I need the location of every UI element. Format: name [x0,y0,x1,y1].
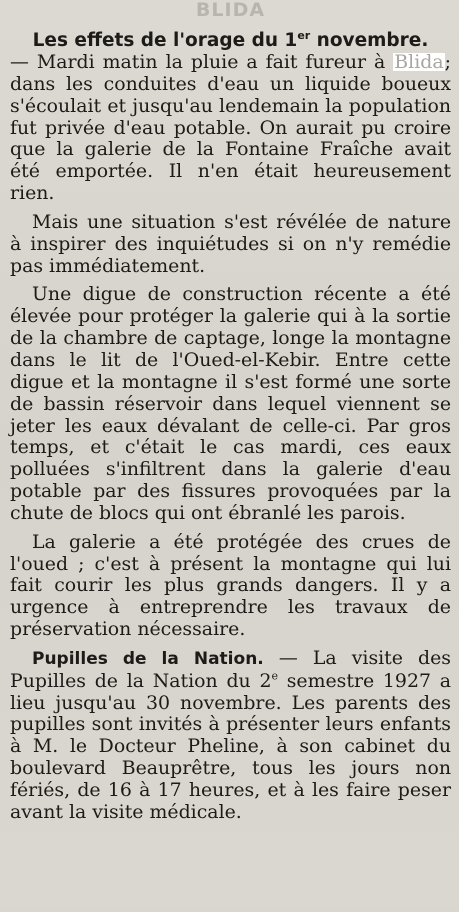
article-paragraph-4: La galerie a été protégée des crues de l'oued ; c'est à présent la montagne qui lui fait courir les plus grands dangers. Il y a urgence à entreprendre les travaux de préservation nécessaire. [10,530,451,641]
paragraph-1-end: ; dans les conduites d'eau un liquide boueux s'écoulait et jusqu'au lendemain la population fut privée d'eau potable. On aurait pu croire que la galerie de la Fontaine Fraîche avait été emportée. Il n'en était heureusement rien. [10,51,451,205]
article-2-superscript: e [271,669,278,683]
article-2-paragraph [10,648,451,824]
article-paragraph-1 [10,52,451,205]
paragraph-1-start: — Mardi matin la pluie a fait fureur à [10,51,394,73]
article-title-end: novembre. [310,30,429,51]
article-paragraph-2: Mais une situation s'est révélée de nature à inspirer des inquiétudes si on n'y remédie pas immédiatement. [10,210,451,277]
article-title-text: Les effets de l'orage du 1 [32,30,298,51]
place-name: Blida [394,51,444,73]
article-2-title: Pupilles de la Nation. [32,648,264,669]
article-2-text-start: — La visite des Pupilles de la Nation du 2 [10,646,451,692]
article-title [10,30,451,52]
article-2-text-end: semestre 1927 a lieu jusqu'au 30 novembre. Les parents des pupilles sont invités à présenter leurs enfants à M. le Docteur Pheline, à son cabinet du boulevard Beauprêtre, tous les jours non fériés, de 16 à 17 heures, et à les faire peser avant la visite médicale. [10,669,451,823]
article-title-superscript: er [297,28,311,42]
article-paragraph-3: Une digue de construction récente a été élevée pour protéger la galerie qui à la sortie de la chambre de captage, longe la montagne dans le lit de l'Oued-el-Kebir. Entre cette digue et la montagne il s'est formé une sorte de bassin réservoir dans lequel viennent se jeter les eaux dévalant de celle-ci. Par gros temps, et c'était le cas mardi, ces eaux polluées s'infiltrent dans la galerie d'eau potable par des fissures provoquées par la chute de blocs qui ont ébranlé les parois. [10,283,451,524]
section-heading: BLIDA [195,0,266,21]
